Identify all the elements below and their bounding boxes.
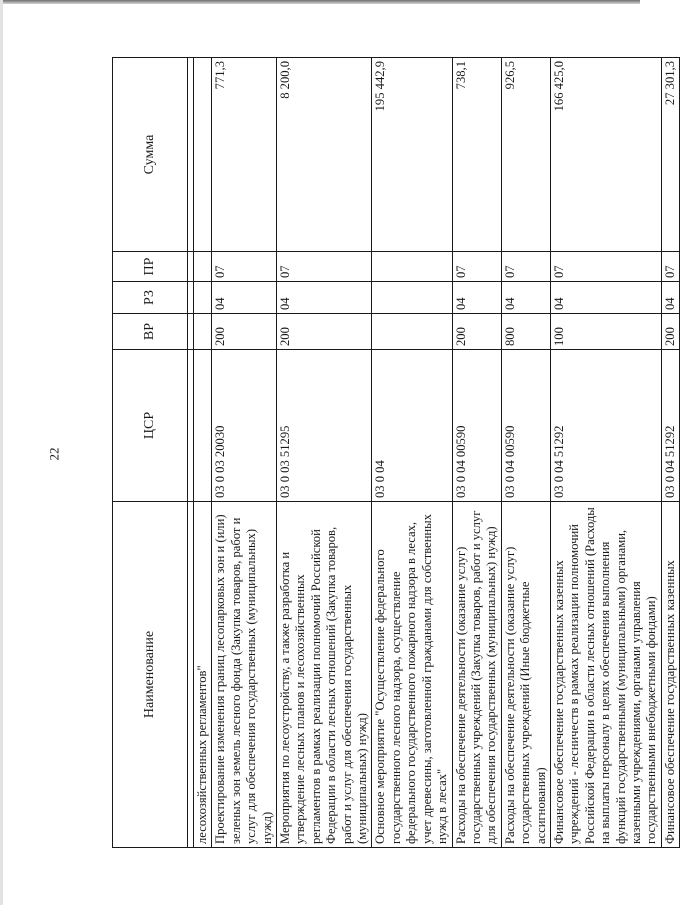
cell-sum: 926,5 bbox=[501, 58, 550, 252]
cell-vr: 200 bbox=[212, 314, 277, 350]
cell-vr: 200 bbox=[277, 314, 372, 350]
scan-edge-left bbox=[0, 0, 3, 905]
table-row bbox=[661, 58, 679, 848]
cell-vr: 100 bbox=[550, 314, 661, 350]
rotated-page bbox=[112, 58, 677, 848]
cell-sum: 166 425,0 bbox=[550, 58, 661, 252]
table-row bbox=[277, 58, 372, 848]
cell-rz: 04 bbox=[661, 282, 679, 314]
cell-rz: 04 bbox=[501, 282, 550, 314]
cell-csr: 03 0 04 51292 bbox=[550, 350, 661, 502]
cell-vr: 200 bbox=[452, 314, 501, 350]
scan-edge-top bbox=[0, 0, 640, 4]
header-csr: ЦСР bbox=[113, 350, 188, 502]
cell-sum: 738,1 bbox=[452, 58, 501, 252]
cell-name: Мероприятия по лесоустройству, а также разработка и утверждение лесных планов и лесохозяйственных регламентов в рамках реализации полномочий Российской Федерации в области лесных отношений (Закупка товаров, работ и услуг для обеспечения государственных (муниципальных) нужд) bbox=[277, 502, 372, 848]
cell-rz: 04 bbox=[212, 282, 277, 314]
page-number: 22 bbox=[46, 447, 62, 461]
header-pr: ПР bbox=[113, 252, 188, 282]
table-row bbox=[550, 58, 661, 848]
cell-vr bbox=[372, 314, 452, 350]
cell-name: Проектирование изменения границ лесопарковых зон и (или) зеленых зон земель лесного фонда (Закупка товаров, работ и услуг для обеспечения государственных (муниципальных) нужд) bbox=[212, 502, 277, 848]
cell-vr: 200 bbox=[661, 314, 679, 350]
cell-vr: 800 bbox=[501, 314, 550, 350]
header-name: Наименование bbox=[113, 502, 188, 848]
cell-pr bbox=[194, 252, 212, 282]
cell-name: Основное мероприятие "Осуществление федерального государственного лесного надзора, осуществление федерального государственного пожарного надзора в лесах, учет древесины, заготовленной гражданами для собственных нужд в лесах" bbox=[372, 502, 452, 848]
cell-vr bbox=[194, 314, 212, 350]
cell-name: Расходы на обеспечение деятельности (оказание услуг) государственных учреждений (Закупка товаров, работ и услуг для обеспечения государственных (муниципальных) нужд) bbox=[452, 502, 501, 848]
cell-pr: 07 bbox=[550, 252, 661, 282]
cell-csr: 03 0 03 51295 bbox=[277, 350, 372, 502]
cell-sum bbox=[194, 58, 212, 252]
cell-name: Финансовое обеспечение государственных казенных bbox=[661, 502, 679, 848]
header-rz: РЗ bbox=[113, 282, 188, 314]
cell-pr bbox=[372, 252, 452, 282]
cell-csr: 03 0 03 20030 bbox=[212, 350, 277, 502]
cell-sum: 195 442,9 bbox=[372, 58, 452, 252]
budget-table bbox=[112, 57, 680, 848]
cell-rz bbox=[372, 282, 452, 314]
header-vr: ВР bbox=[113, 314, 188, 350]
table-row bbox=[372, 58, 452, 848]
cell-csr: 03 0 04 00590 bbox=[501, 350, 550, 502]
cell-rz: 04 bbox=[277, 282, 372, 314]
cell-rz bbox=[194, 282, 212, 314]
table-row bbox=[452, 58, 501, 848]
cell-pr: 07 bbox=[212, 252, 277, 282]
cell-name: лесохозяйственных регламентов" bbox=[194, 502, 212, 848]
table-row bbox=[194, 58, 212, 848]
cell-pr: 07 bbox=[661, 252, 679, 282]
cell-name: Расходы на обеспечение деятельности (оказание услуг) государственных учреждений (Иные бюджетные ассигнования) bbox=[501, 502, 550, 848]
table-header-row bbox=[113, 58, 188, 848]
cell-csr bbox=[194, 350, 212, 502]
cell-sum: 8 200,0 bbox=[277, 58, 372, 252]
cell-sum: 771,3 bbox=[212, 58, 277, 252]
cell-pr: 07 bbox=[277, 252, 372, 282]
cell-name: Финансовое обеспечение государственных казенных учреждений - лесничеств в рамках реализации полномочий Российской Федерации в области лесных отношений (Расходы на выплаты персоналу в целях обеспечения выполнения функций государственными (муниципальными) органами, казенными учреждениями, органами управления государственными внебюджетными фондами) bbox=[550, 502, 661, 848]
cell-csr: 03 0 04 bbox=[372, 350, 452, 502]
table-row bbox=[212, 58, 277, 848]
header-sum: Сумма bbox=[113, 58, 188, 252]
cell-rz: 04 bbox=[550, 282, 661, 314]
cell-csr: 03 0 04 00590 bbox=[452, 350, 501, 502]
cell-sum: 27 301,3 bbox=[661, 58, 679, 252]
cell-pr: 07 bbox=[501, 252, 550, 282]
cell-rz: 04 bbox=[452, 282, 501, 314]
cell-pr: 07 bbox=[452, 252, 501, 282]
table-row bbox=[501, 58, 550, 848]
cell-csr: 03 0 04 51292 bbox=[661, 350, 679, 502]
page-content bbox=[112, 58, 677, 848]
